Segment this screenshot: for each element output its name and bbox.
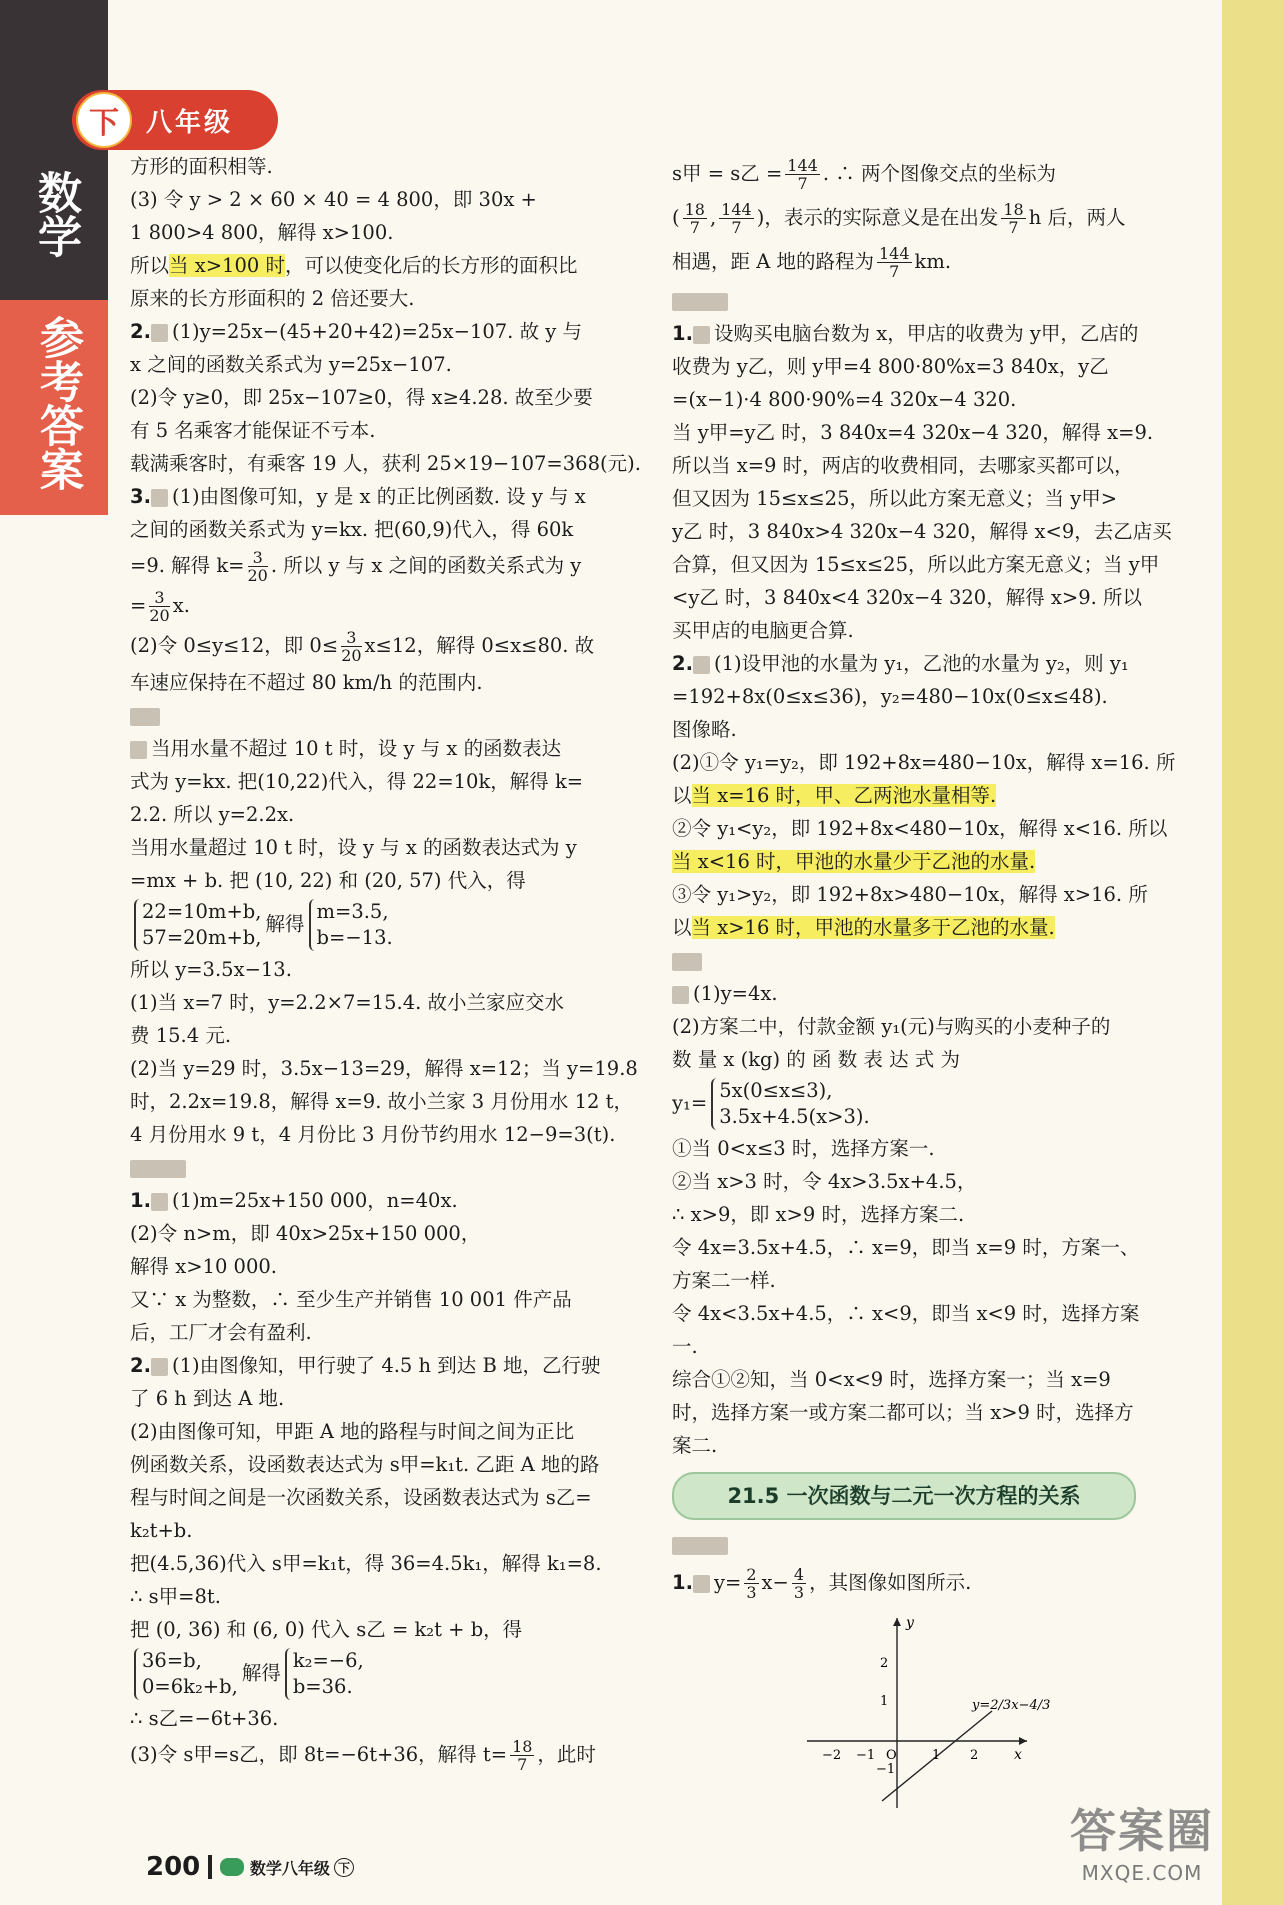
graph-equation: y=2/3x−4/3 [972, 1698, 1051, 1713]
fraction: $\frac{18}{7}$ [684, 200, 705, 237]
answer-tag: 解 [132, 741, 146, 757]
text-span: =9. 解得 k= [130, 554, 245, 577]
section-tag: 课后练习 [674, 1537, 727, 1553]
y-axis-arrow [893, 1618, 901, 1626]
question-number: 1. [672, 322, 693, 345]
tick-label: 2 [880, 1656, 889, 1671]
section-tag: 课后练习 [132, 1160, 185, 1176]
text-span: ( [672, 206, 680, 229]
text-line: (2)当 y=29 时，3.5x−13=29，解得 x=12；当 y=19.8 [130, 1057, 638, 1080]
text-line: 但又因为 15≤x≤25，所以此方案无意义；当 y甲> [672, 487, 1118, 510]
section-tag: 课后练习 [674, 293, 727, 309]
text-span: 以 [672, 784, 692, 807]
right-edge-stripe [1222, 0, 1284, 1905]
text-line: 有 5 名乘客才能保证不亏本. [130, 419, 376, 442]
text-line: 4 月份用水 9 t，4 月份比 3 月份节约用水 12−9=3(t). [130, 1123, 616, 1146]
text-line: y乙 时，3 840x>4 320x−4 320，解得 x<9，去乙店买 [672, 520, 1172, 543]
text-line [130, 315, 650, 348]
watermark-logo: 答案圈 [1070, 1804, 1214, 1858]
equation-system [130, 1646, 650, 1702]
text-line [672, 944, 1192, 977]
footer-badge: 1 [220, 1858, 244, 1876]
brace: 22=10m+b, 57=20m+b, [134, 899, 261, 951]
footer-divider [208, 1855, 212, 1879]
text-line: 2.2. 所以 y=2.2x. [130, 803, 295, 826]
text-line: ( $\frac{18}{7}$ , $\frac{144}{7}$ )，表示的实际意义是在出发 $\frac{18}{7}$ h 后，两人 [672, 200, 1126, 237]
text-span: 相遇，距 A 地的路程为 [672, 250, 874, 273]
text-span: 当用水量不超过 10 t 时，设 y 与 x 的函数表达 [151, 737, 562, 760]
text-span: km. [914, 250, 952, 273]
text-line: =mx + b. 把 (10, 22) 和 (20, 57) 代入，得 [130, 869, 526, 892]
text-line [130, 480, 650, 513]
text-line: ②令 y₁<y₂，即 192+8x<480−10x，解得 x<16. 所以 [672, 817, 1168, 840]
text-line: 费 15.4 元. [130, 1024, 232, 1047]
text-line: (2)由图像可知，甲距 A 地的路程与时间之间为正比 [130, 1420, 575, 1443]
text-line: (2)方案二中，付款金额 y₁(元)与购买的小麦种子的 [672, 1015, 1111, 1038]
answer-tag: 解 [152, 1193, 166, 1209]
text-line: 案二. [672, 1434, 718, 1457]
equation-system [130, 897, 650, 953]
subject-label: 数学 [30, 170, 81, 258]
brace: 5x(0≤x≤3), 3.5x+4.5(x>3). [711, 1078, 870, 1130]
text-line: 载满乘客时，有乘客 19 人，获利 25×19−107=368(元). [130, 452, 641, 475]
text-line: 方形的面积相等. [130, 155, 273, 178]
text-line: 了 6 h 到达 A 地. [130, 1387, 285, 1410]
text-line [130, 699, 650, 732]
watermark [1070, 1795, 1214, 1885]
answer-tag: 解 [674, 986, 688, 1002]
equation-system [672, 1076, 1192, 1132]
text-line: 合算，但又因为 15≤x≤25，所以此方案无意义；当 y甲 [672, 553, 1160, 576]
answer-tag: 解 [152, 1358, 166, 1374]
fraction: $\frac{4}{3}$ [793, 1565, 805, 1602]
text-line: 所以 y=3.5x−13. [130, 958, 292, 981]
text-line [130, 1151, 650, 1184]
text-span: (1)设甲池的水量为 y₁，乙池的水量为 y₂，则 y₁ [714, 652, 1129, 675]
text-line [672, 977, 1192, 1010]
text-line: 又∵ x 为整数，∴ 至少生产并销售 10 001 件产品 [130, 1288, 572, 1311]
footer [146, 1852, 354, 1882]
text-line [672, 284, 1192, 317]
tick-label: 1 [880, 1694, 889, 1709]
text-line [130, 1735, 650, 1775]
fraction: $\frac{144}{7}$ [787, 156, 818, 193]
text-line: 图像略. [672, 718, 737, 741]
text-span: . 所以 y 与 x 之间的函数关系式为 y [270, 554, 582, 577]
text-line [130, 586, 650, 626]
highlight-span: 当 x=16 时，甲、乙两池水量相等. [691, 784, 997, 807]
text-span: (1)y=4x. [693, 982, 778, 1005]
left-column [130, 150, 650, 1775]
text-line: (3) 令 y > 2 × 60 × 40 = 4 800，即 30x + [130, 188, 537, 211]
text-span: ，其图像如图所示. [809, 1571, 972, 1594]
question-number: 2. [672, 652, 693, 675]
text-span: x. [172, 594, 190, 617]
text-line: 程与时间之间是一次函数关系，设函数表达式为 s乙= [130, 1486, 592, 1509]
text-line: (2)①令 y₁=y₂，即 192+8x=480−10x，解得 x=16. 所 [672, 751, 1176, 774]
text-span: s甲 = s乙 = [672, 162, 783, 185]
text-span: h 后，两人 [1028, 206, 1126, 229]
text-span: 设购买电脑台数为 x，甲店的收费为 y甲，乙店的 [714, 322, 1139, 345]
page-number: 200 [146, 1852, 201, 1882]
fraction: $\frac{18}{7}$ [512, 1737, 533, 1774]
text-line: ②当 x>3 时，令 4x>3.5x+4.5， [672, 1170, 977, 1193]
text-line: ③令 y₁>y₂，即 192+8x>480−10x，解得 x>16. 所 [672, 883, 1148, 906]
tick-label: 2 [970, 1748, 979, 1763]
text-span: (2)令 0≤y≤12，即 0≤ [130, 634, 339, 657]
text-line: 时，选择方案一或方案二都可以；当 x>9 时，选择方 [672, 1401, 1134, 1424]
text-line [130, 546, 650, 586]
text-line: 式为 y=kx. 把(10,22)代入，得 22=10k，解得 k= [130, 770, 584, 793]
highlight-span: 当 x<16 时，甲池的水量少于乙池的水量. [672, 850, 1036, 873]
function-graph [802, 1613, 1051, 1813]
left-side-tab [0, 0, 108, 1905]
text-line: 所以当 x=9 时，两店的收费相同，去哪家买都可以， [672, 454, 1134, 477]
question-number: 2. [130, 320, 151, 343]
text-span: = [130, 594, 147, 617]
section-tag: 拓展 [132, 708, 159, 724]
highlight-span: 当 x>100 时 [169, 254, 285, 277]
section-banner: 21.5 一次函数与二元一次方程的关系 [672, 1472, 1136, 1520]
text-span: (3)令 s甲=s乙，即 8t=−6t+36，解得 t= [130, 1743, 508, 1766]
text-line: 令 4x<3.5x+4.5，∴ x<9，即当 x<9 时，选择方案 [672, 1302, 1140, 1325]
text-line: =(x−1)·4 800·90%=4 320x−4 320. [672, 388, 1017, 411]
text-line: 一. [672, 1335, 698, 1358]
text-span: (1)m=25x+150 000，n=40x. [172, 1189, 458, 1212]
fraction: $\frac{2}{3}$ [746, 1565, 757, 1602]
text-line [130, 249, 650, 282]
section-tag: 拓展 [674, 953, 701, 969]
text-line [130, 732, 650, 765]
text-line: 例函数关系，设函数表达式为 s甲=k₁t. 乙距 A 地的路 [130, 1453, 600, 1476]
highlight-span: 当 x>16 时，甲池的水量多于乙池的水量. [691, 916, 1055, 939]
text-line [672, 1528, 1192, 1561]
question-number: 3. [130, 485, 151, 508]
text-line: 原来的长方形面积的 2 倍还要大. [130, 287, 415, 310]
brace: m=3.5, b=−13. [309, 899, 393, 951]
answer-tag: 解 [152, 324, 166, 340]
text-line: 车速应保持在不超过 80 km/h 的范围内. [130, 671, 483, 694]
text-line: =192+8x(0≤x≤36)，y₂=480−10x(0≤x≤48). [672, 685, 1108, 708]
fraction: $\frac{144}{7}$ [721, 200, 752, 237]
tick-label: −1 [856, 1748, 876, 1763]
text-line: 买甲店的电脑更合算. [672, 619, 854, 642]
text-line: 收费为 y乙，则 y甲=4 800·80%x=3 840x，y乙 [672, 355, 1109, 378]
text-line [672, 845, 1192, 878]
text-line [672, 1561, 1192, 1605]
brace: 36=b, 0=6k₂+b, [134, 1648, 238, 1700]
fraction: $\frac{3}{20}$ [149, 588, 170, 625]
text-line: 时，2.2x=19.8，解得 x=9. 故小兰家 3 月份用水 12 t， [130, 1090, 633, 1113]
fraction: $\frac{3}{20}$ [247, 548, 268, 585]
grade-circle: 下 [76, 92, 132, 148]
text-line: ①当 0<x≤3 时，选择方案一. [672, 1137, 935, 1160]
text-span: . ∴ 两个图像交点的坐标为 [822, 162, 1056, 185]
question-number: 1. [130, 1189, 151, 1212]
text-span: y= [714, 1571, 742, 1594]
x-axis-label: x [1014, 1747, 1022, 1763]
text-span: )，表示的实际意义是在出发 [756, 206, 999, 229]
text-line [672, 779, 1192, 812]
text-span: 解得 [241, 1661, 281, 1685]
text-line: 后，工厂才会有盈利. [130, 1321, 312, 1344]
text-line [130, 1349, 650, 1382]
text-line: ∴ s甲=8t. [130, 1585, 221, 1608]
grade-label: 八年级 [146, 107, 234, 138]
text-span: (1)y=25x−(45+20+42)=25x−107. 故 y 与 [172, 320, 582, 343]
text-line [672, 240, 1192, 284]
text-line: 令 4x=3.5x+4.5，∴ x=9，即当 x=9 时，方案一、 [672, 1236, 1140, 1259]
text-line: 数 量 x (kg) 的 函 数 表 达 式 为 [672, 1048, 960, 1071]
y-axis-label: y [906, 1615, 914, 1631]
fraction: $\frac{3}{20}$ [341, 628, 362, 665]
origin-label: O [886, 1748, 897, 1763]
tick-label: 1 [932, 1748, 941, 1763]
text-line: (2)令 y≥0，即 25x−107≥0，得 x≥4.28. 故至少要 [130, 386, 593, 409]
answer-tag: 解 [152, 489, 166, 505]
text-line: 解得 x>10 000. [130, 1255, 277, 1278]
grade-pill [72, 90, 278, 150]
fraction: $\frac{144}{7}$ [878, 244, 910, 281]
text-line: x 之间的函数关系式为 y=25x−107. [130, 353, 452, 376]
brace: k₂=−6, b=36. [285, 1648, 364, 1700]
watermark-url: MXQE.COM [1081, 1861, 1203, 1885]
text-span: 解得 [265, 912, 305, 936]
answers-label: 参考答案 [32, 315, 83, 491]
text-line: 把 (0, 36) 和 (6, 0) 代入 s乙 = k₂t + b，得 [130, 1618, 523, 1641]
tick-label: −1 [876, 1762, 896, 1777]
text-line: (2)令 n>m，即 40x>25x+150 000， [130, 1222, 481, 1245]
text-span: (1)由图像知，甲行驶了 4.5 h 到达 B 地，乙行驶 [172, 1354, 601, 1377]
text-span: ，可以使变化后的长方形的面积比 [284, 254, 578, 277]
text-line: 1 800>4 800，解得 x>100. [130, 221, 394, 244]
text-line [130, 626, 650, 666]
footer-title: 数学八年级 [249, 1858, 330, 1878]
text-line [672, 152, 1192, 196]
text-span: ，此时 [537, 1743, 596, 1766]
question-number: 1. [672, 1571, 693, 1594]
text-line [130, 1184, 650, 1217]
tick-label: −2 [822, 1748, 842, 1763]
right-column [672, 152, 1192, 1823]
text-line [672, 317, 1192, 350]
text-line: 当用水量超过 10 t 时，设 y 与 x 的函数表达式为 y [130, 836, 577, 859]
text-line: ∴ x>9，即 x>9 时，选择方案二. [672, 1203, 965, 1226]
text-line [672, 647, 1192, 680]
text-line: 综合①②知，当 0<x<9 时，选择方案一；当 x=9 [672, 1368, 1111, 1391]
text-line: (1)当 x=7 时，y=2.2×7=15.4. 故小兰家应交水 [130, 991, 565, 1014]
fraction: $\frac{18}{7}$ [1003, 200, 1024, 237]
answer-tag: 解 [694, 326, 708, 342]
text-line: <y乙 时，3 840x<4 320x−4 320，解得 x>9. 所以 [672, 586, 1143, 609]
text-span: y₁= [672, 1091, 708, 1115]
text-span: 所以 [130, 254, 170, 277]
text-line: 之间的函数关系式为 y=kx. 把(60,9)代入，得 60k [130, 518, 574, 541]
text-span: x≤12，解得 0≤x≤80. 故 [364, 634, 595, 657]
text-span: x− [761, 1571, 789, 1594]
text-line [672, 911, 1192, 944]
question-number: 2. [130, 1354, 151, 1377]
x-axis-arrow [1019, 1737, 1027, 1745]
text-span: 以 [672, 916, 692, 939]
answer-tag: 解 [694, 656, 708, 672]
text-line: 把(4.5,36)代入 s甲=k₁t，得 36=4.5k₁，解得 k₁=8. [130, 1552, 602, 1575]
text-line: ∴ s乙=−6t+36. [130, 1707, 279, 1730]
footer-mark: 下 [334, 1858, 354, 1877]
text-span: (1)由图像可知，y 是 x 的正比例函数. 设 y 与 x [172, 485, 586, 508]
text-line: k₂t+b. [130, 1519, 193, 1542]
text-line: 方案二一样. [672, 1269, 776, 1292]
answer-tag: 解 [694, 1575, 708, 1591]
text-line: 当 y甲=y乙 时，3 840x=4 320x−4 320，解得 x=9. [672, 421, 1154, 444]
